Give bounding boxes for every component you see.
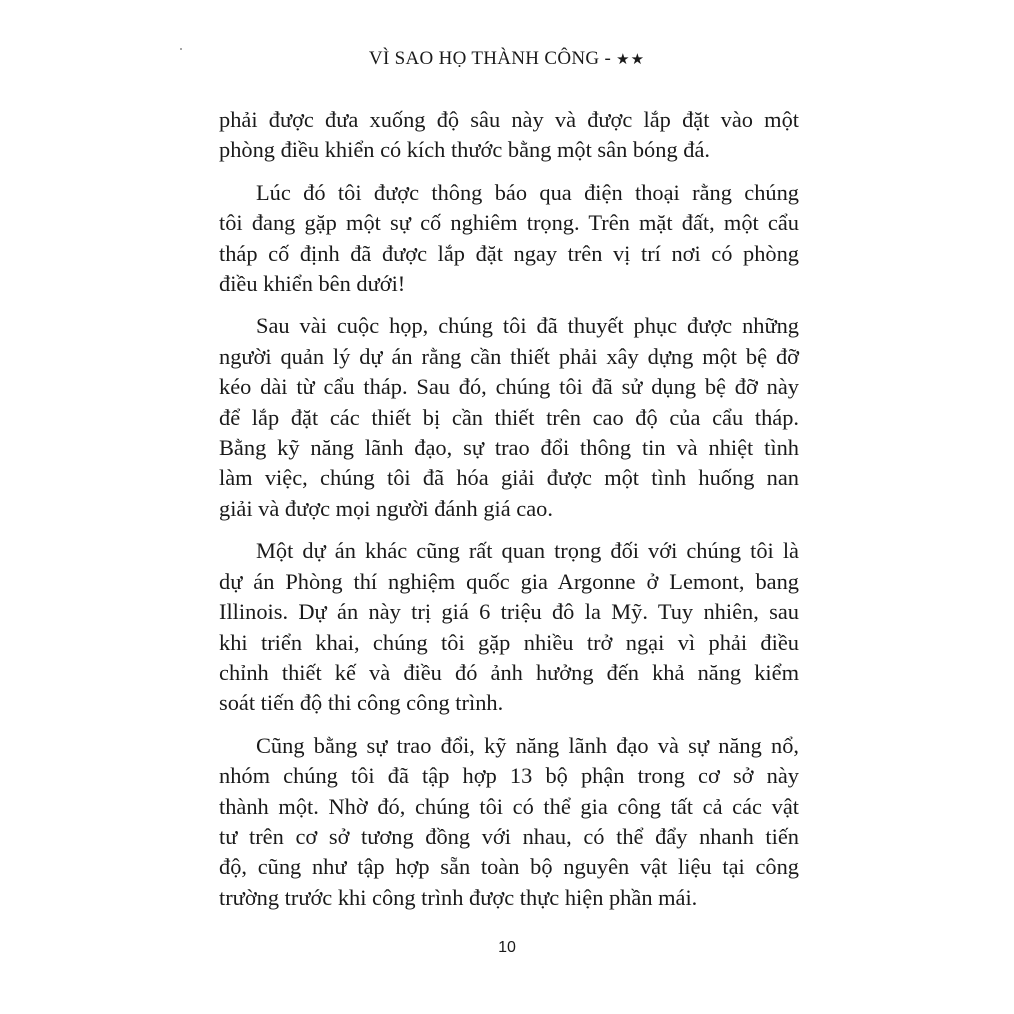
text-line: khi triển khai, chúng tôi gặp nhiều trở ngại vì phải điều [219,629,799,655]
text-line: kéo dài từ cẩu tháp. Sau đó, chúng tôi đã sử dụng bệ đỡ này [219,374,799,400]
star-icons: ★★ [616,52,646,68]
page-number: 10 [498,939,516,956]
text-line: chỉnh thiết kế và điều đó ảnh hưởng đến khả năng kiểm [219,659,799,685]
running-header [0,48,1014,70]
text-line: thành một. Nhờ đó, chúng tôi có thể gia công tất cả các vật [219,793,799,819]
text-line: nhóm chúng tôi đã tập hợp 13 bộ phận trong cơ sở này [219,763,799,789]
text-line: Bằng kỹ năng lãnh đạo, sự trao đổi thông tin và nhiệt tình [219,435,799,461]
paragraph [219,536,799,718]
text-line: Cũng bằng sự trao đổi, kỹ năng lãnh đạo và sự năng nổ, [256,732,799,758]
text-line: soát tiến độ thi công công trình. [219,690,504,716]
text-line: tôi đang gặp một sự cố nghiêm trọng. Trên mặt đất, một cẩu [219,210,799,236]
paragraph [219,311,799,524]
text-line: Một dự án khác cũng rất quan trọng đối với chúng tôi là [256,538,799,564]
text-line: tháp cố định đã được lắp đặt ngay trên vị trí nơi có phòng [219,240,799,266]
paragraph [219,105,799,166]
text-line: làm việc, chúng tôi đã hóa giải được một tình huống nan [219,465,799,491]
text-line: dự án Phòng thí nghiệm quốc gia Argonne ở Lemont, bang [219,568,799,594]
text-line: phải được đưa xuống độ sâu này và được lắp đặt vào một [219,107,799,132]
text-line: tư trên cơ sở tương đồng với nhau, có thể đẩy nhanh tiến [219,823,799,849]
paragraph [219,731,799,913]
text-line: trường trước khi công trình được thực hiện phần mái. [219,884,698,910]
text-line: người quản lý dự án rằng cần thiết phải xây dựng một bệ đỡ [219,343,799,369]
text-line: điều khiển bên dưới! [219,271,406,297]
text-line: Illinois. Dự án này trị giá 6 triệu đô la Mỹ. Tuy nhiên, sau [219,599,799,625]
text-line: Lúc đó tôi được thông báo qua điện thoại rằng chúng [256,179,799,205]
text-line: phòng điều khiển có kích thước bằng một sân bóng đá. [219,137,710,163]
running-header-title: VÌ SAO HỌ THÀNH CÔNG - [368,48,612,69]
text-line: để lắp đặt các thiết bị cần thiết trên cao độ của cẩu tháp. [219,404,799,430]
text-line: giải và được mọi người đánh giá cao. [219,495,553,521]
text-line: độ, cũng như tập hợp sẵn toàn bộ nguyên vật liệu tại công [219,854,799,880]
text-line: Sau vài cuộc họp, chúng tôi đã thuyết phục được những [256,313,799,339]
paragraph [219,178,799,300]
body-text [219,105,799,925]
